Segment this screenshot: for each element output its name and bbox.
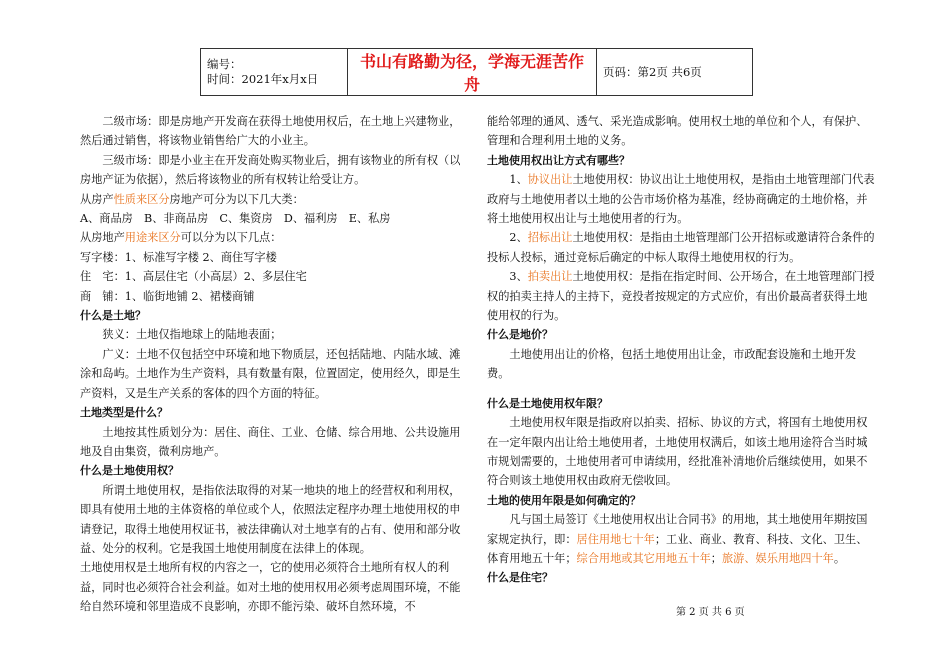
text: 土地使用权：是指由土地管理部门公开招标或邀请符合条件的投标人投标，通过竞标后确定的中标人取得土地使用权的行为。 — [487, 231, 875, 264]
paragraph: 二级市场：即是房地产开发商在获得土地使用权后，在土地上兴建物业，然后通过销售，将该物业销售给广大的小业主。 — [80, 115, 461, 148]
motto: 书山有路勤为径，学海无涯苦作舟 — [348, 49, 597, 96]
list-item: 商 铺：1、临街地铺 2、裙楼商铺 — [80, 289, 255, 303]
text: 。 — [833, 551, 846, 565]
text: 2、 — [509, 231, 528, 245]
page-label: 页码：第2页 共6页 — [597, 49, 753, 96]
section-heading: 土地类型是什么？ — [80, 406, 168, 420]
list-item: 写字楼：1、标准写字楼 2、商住写字楼 — [80, 250, 277, 264]
highlight-text: 旅游、娱乐用地四十年 — [721, 551, 834, 565]
section-heading: 土地的使用年限是如何确定的？ — [487, 493, 641, 507]
text: 3、 — [509, 270, 528, 284]
list-item: 住 宅：1、高层住宅（小高层）2、多层住宅 — [80, 270, 307, 284]
spacer — [487, 384, 875, 394]
text: 1、 — [509, 173, 528, 187]
paragraph — [80, 190, 470, 209]
text: ；工业、商业、教育、科技、文化、卫生、体育用地五十年； — [487, 532, 868, 565]
section-heading: 什么是住宅？ — [487, 571, 553, 585]
section-heading: 什么是地价？ — [487, 328, 553, 342]
paragraph: 土地使用权年限是指政府以拍卖、招标、协议的方式，将国有土地使用权在一定年限内出让给土地使用者，土地使用权满后，如该土地用途符合当时城市规划需要的，土地使用者可申请续用，经批准补清地价后继续使用，如果不符合则该土地使用权由政府无偿收回。 — [487, 416, 868, 488]
paragraph — [80, 228, 470, 247]
section-heading: 什么是土地？ — [80, 309, 146, 323]
paragraph: 三级市场：即是小业主在开发商处购买物业后，拥有该物业的所有权（以房地产证为依据），然后将该物业的所有权转让给受让方。 — [80, 153, 461, 187]
text: 凡与国土局签订《土地使用权出让合同书》的用地，其土地使用年期按国家规定执行，即： — [487, 513, 868, 546]
page-footer: 第 2 页 共 6 页 — [676, 607, 745, 618]
paragraph: 所谓土地使用权，是指依法取得的对某一地块的地上的经营权和利用权，即具有使用土地的主体资格的单位或个人，依照法定程序办理土地使用权的申请登记，取得土地使用权证书，被法律确认对土地享有的占有、使用和部分收益、处分的权利。它是我国土地使用制度在法律上的体现。 — [80, 483, 461, 555]
left-column — [80, 112, 470, 617]
highlight-text: 居住用地七十年 — [576, 532, 655, 546]
paragraph: 广义：土地不仅包括空中环境和地下物质层，还包括陆地、内陆水域、滩涂和岛屿。土地作为生产资料，具有数量有限，位置固定，使用经久，即是生产资料，又是生产关系的客体的四个方面的特征。 — [80, 347, 461, 400]
section-heading: 什么是土地使用权年限？ — [487, 396, 608, 410]
text: 土地使用权：协议出让土地使用权，是指由土地管理部门代表政府与土地使用者以土地的公告市场价格为基准，经协商确定的土地价格，并将土地使用权出让与土地使用者的行为。 — [487, 173, 875, 226]
text: 可以分为以下几点： — [180, 231, 282, 245]
highlight-text: 协议出让 — [527, 173, 573, 187]
text: 从房地产 — [80, 231, 125, 245]
paragraph — [487, 170, 875, 228]
paragraph — [487, 228, 875, 267]
right-column — [487, 112, 875, 588]
text: 房地产可分为以下几大类： — [169, 192, 304, 206]
document-header — [200, 48, 753, 96]
paragraph — [487, 510, 875, 568]
text: ； — [710, 551, 722, 565]
paragraph: 土地使用出让的价格，包括土地使用出让金，市政配套设施和土地开发费。 — [487, 347, 857, 381]
highlight-text: 用途来区分 — [124, 231, 181, 245]
header-meta — [201, 49, 348, 96]
paragraph: 土地使用权是土地所有权的内容之一，它的使用必须符合土地所有权人的利益，同时也必须符合社会利益。如对土地的使用权用必须考虑周围环境，不能给自然环境和邻里造成不良影响，亦即不能污染、破坏自然环境，不 — [80, 561, 461, 614]
text: 土地使用权：是指在指定时间、公开场合，在土地管理部门授权的拍卖主持人的主持下，竞投者按规定的方式应价，有出价最高者获得土地使用权的行为。 — [487, 270, 875, 323]
highlight-text: 招标出让 — [527, 231, 573, 245]
highlight-text: 性质来区分 — [113, 192, 170, 206]
list-item: A、商品房 B、非商品房 C、集资房 D、福利房 E、私房 — [80, 212, 391, 226]
paragraph: 狭义：土地仅指地球上的陆地表面； — [102, 328, 282, 342]
section-heading: 土地使用权出让方式有哪些？ — [487, 153, 630, 167]
paragraph: 土地按其性质划分为：居住、商住、工业、仓储、综合用地、公共设施用地及自由集资，微利房地产。 — [80, 425, 461, 458]
paragraph: 能给邻理的通风、透气、采光造成影响。使用权土地的单位和个人，有保护、管理和合理利用土地的义务。 — [487, 115, 868, 148]
time-label: 时间：2021年x月x日 — [207, 72, 319, 86]
section-heading: 什么是土地使用权？ — [80, 464, 179, 478]
paragraph — [487, 267, 875, 325]
text: 从房产 — [80, 192, 114, 206]
highlight-text: 拍卖出让 — [527, 270, 573, 284]
highlight-text: 综合用地或其它用地五十年 — [576, 551, 711, 565]
number-label: 编号： — [207, 57, 242, 71]
